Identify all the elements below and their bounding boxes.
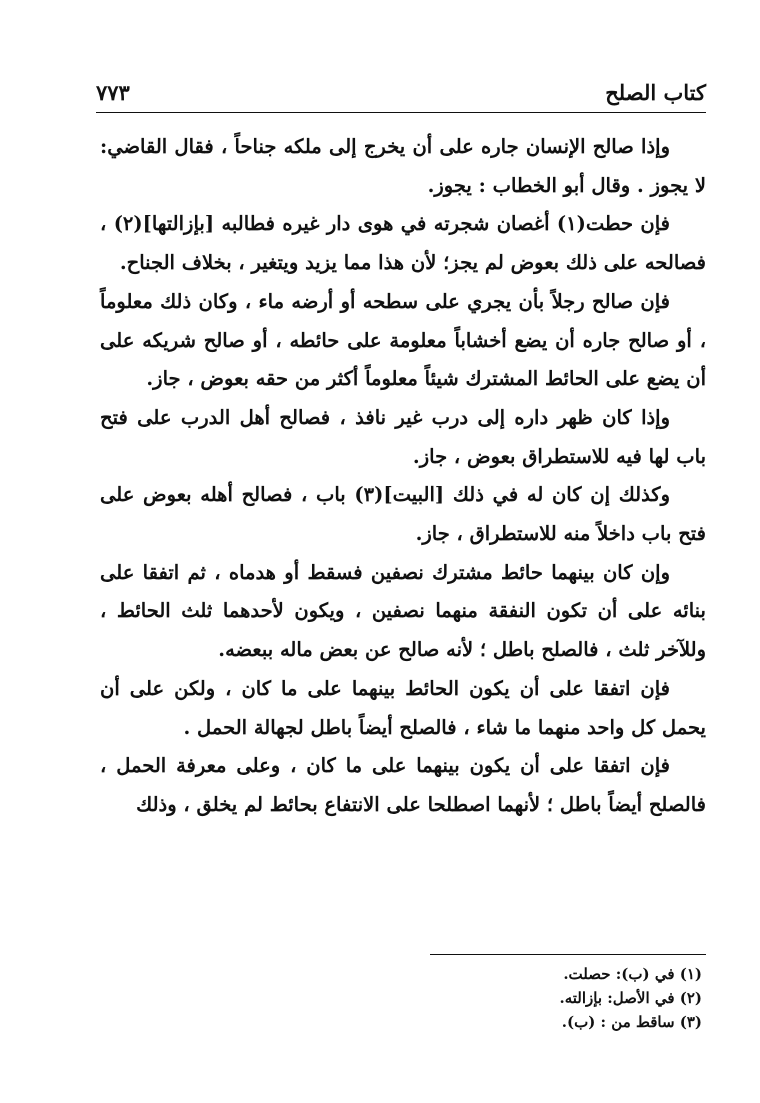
paragraph: وإذا صالح الإنسان جاره على أن يخرج إلى ملكه جناحاً ، فقال القاضي: لا يجوز . وقال أبو الخطاب : يجوز. <box>100 135 706 197</box>
paragraph: فإن اتفقا على أن يكون بينهما على ما كان ، وعلى معرفة الحمل ، فالصلح أيضاً باطل ؛ لأنهما اصطلحا على الانتفاع بحائط لم يخلق ، وذلك <box>100 754 706 816</box>
paragraph: فإن صالح رجلاً بأن يجري على سطحه أو أرضه ماء ، وكان ذلك معلوماً ، أو صالح جاره أن يضع أخشاباً معلومة على حائطه ، أو صالح شريكه على أن يضع على الحائط المشترك شيئاً معلوماً أكثر من حقه بعوض ، جاز. <box>100 289 706 391</box>
footnotes <box>300 962 706 1034</box>
chapter-title: كتاب الصلح <box>605 80 706 105</box>
page-number: ٧٧٣ <box>96 80 130 105</box>
paragraph: وإذا كان ظهر داره إلى درب غير نافذ ، فصالح أهل الدرب على فتح باب لها فيه للاستطراق بعوض ، جاز. <box>100 405 706 468</box>
paragraph: وكذلك إن كان له في ذلك [البيت](٣) باب ، فصالح أهله بعوض على فتح باب داخلاً منه للاستطراق ، جاز. <box>100 483 706 546</box>
paragraph: فإن حطت(١) أغصان شجرته في هوى دار غيره فطالبه [بإزالتها](٢) ، فصالحه على ذلك بعوض لم يجز؛ لأن هذا مما يزيد ويتغير ، بخلاف الجناح. <box>100 212 706 275</box>
footnote: (٢) في الأصل: بإزالته. <box>559 989 702 1007</box>
header-divider <box>96 112 706 113</box>
paragraph: وإن كان بينهما حائط مشترك نصفين فسقط أو هدماه ، ثم اتفقا على بنائه على أن تكون النفقة منهما نصفين ، ويكون لأحدهما ثلث الحائط ، وللآخر ثلث ، فالصلح باطل ؛ لأنه صالح عن بعض ماله ببعضه. <box>100 560 706 662</box>
main-text <box>100 128 706 825</box>
footnote-divider <box>430 954 706 955</box>
footnote: (١) في (ب): حصلت. <box>563 965 702 983</box>
paragraph: فإن اتفقا على أن يكون الحائط بينهما على ما كان ، ولكن على أن يحمل كل واحد منهما ما شاء ، فالصلح أيضاً باطل لجهالة الحمل . <box>100 676 706 739</box>
running-header <box>96 80 706 112</box>
footnote: (٣) ساقط من : (ب). <box>561 1013 702 1031</box>
